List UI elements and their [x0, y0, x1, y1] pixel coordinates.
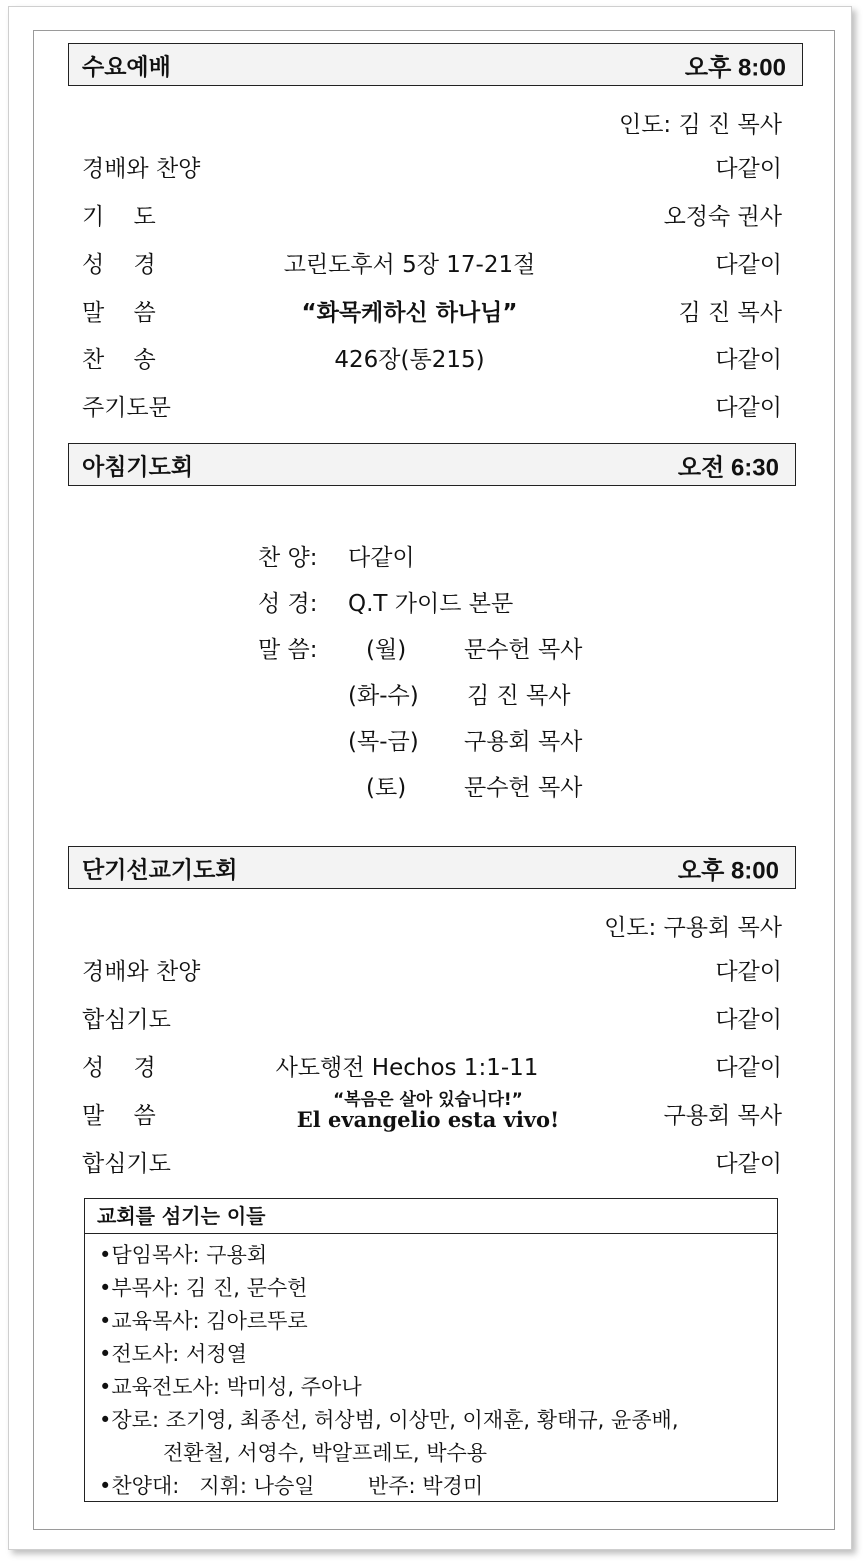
order-center: 사도행전 Hechos 1:1-11 [275, 1055, 539, 1081]
morning-text: 구용회 목사 [464, 729, 583, 755]
order-label: 합심기도 [82, 1151, 171, 1177]
order-right: 다같이 [715, 959, 782, 985]
morning-text: 문수헌 목사 [464, 775, 583, 801]
order-center: 고린도후서 5장 17-21절 [283, 252, 536, 278]
order-row [82, 198, 782, 238]
servant-line: •교육전도사: 박미성, 주아나 [99, 1375, 362, 1399]
morning-day: (월) [366, 637, 407, 663]
servant-line: •부목사: 김 진, 문수헌 [99, 1276, 308, 1300]
morning-text: 다같이 [348, 545, 415, 571]
order-row [82, 1001, 782, 1041]
order-right: 구용회 목사 [663, 1103, 782, 1129]
servant-line: •찬양대: 지휘: 나승일 반주: 박경미 [99, 1474, 484, 1498]
order-label: 경배와 찬양 [82, 959, 201, 985]
mission-prayer-title: 단기선교기도회 [82, 857, 238, 883]
mission-leader: 인도: 구용회 목사 [604, 915, 782, 941]
morning-prayer-header [68, 443, 796, 486]
servant-line: •교육목사: 김아르뚜로 [99, 1309, 308, 1333]
order-center: 426장(통215) [334, 347, 485, 373]
morning-label: 성 경: [258, 591, 318, 617]
order-right: 다같이 [715, 1055, 782, 1081]
servant-line: •담임목사: 구용회 [99, 1243, 268, 1267]
morning-text: 문수헌 목사 [464, 637, 583, 663]
order-row [82, 341, 782, 381]
morning-day: (토) [366, 775, 407, 801]
mission-prayer-time: 오후 8:00 [677, 857, 779, 884]
wednesday-service-time: 오후 8:00 [684, 54, 786, 81]
order-label: 찬 송 [82, 347, 156, 373]
morning-day: (화-수) [348, 683, 419, 709]
mission-prayer-header [68, 846, 796, 889]
order-right: 다같이 [715, 1007, 782, 1033]
morning-prayer-title: 아침기도회 [82, 454, 194, 480]
order-row [82, 953, 782, 993]
wednesday-service-header [68, 43, 803, 86]
morning-label: 찬 양: [258, 545, 318, 571]
order-row [82, 150, 782, 190]
order-right: 다같이 [715, 395, 782, 421]
morning-label: 말 씀: [258, 637, 318, 663]
morning-prayer-time: 오전 6:30 [677, 454, 779, 481]
morning-day: (목-금) [348, 729, 419, 755]
servant-line: •전도사: 서정열 [99, 1342, 247, 1366]
order-right: 다같이 [715, 156, 782, 182]
order-right: 다같이 [715, 1151, 782, 1177]
wednesday-leader: 인도: 김 진 목사 [619, 112, 782, 138]
wednesday-service-title: 수요예배 [82, 54, 171, 80]
order-right: 오정숙 권사 [663, 204, 782, 230]
order-row [82, 294, 782, 334]
order-center: “화목케하신 하나님” [301, 300, 518, 326]
sermon-title-korean: “복음은 살아 있습니다!” [333, 1090, 523, 1110]
order-right: 다같이 [715, 347, 782, 373]
order-row [82, 1049, 782, 1089]
church-servants-box [84, 1198, 778, 1502]
church-servants-title: 교회를 섬기는 이들 [85, 1199, 777, 1234]
servant-line: •장로: 조기영, 최종선, 허상범, 이상만, 이재훈, 황태규, 윤종배, [99, 1408, 679, 1432]
order-right: 다같이 [715, 252, 782, 278]
order-label: 합심기도 [82, 1007, 171, 1033]
order-label: 기 도 [82, 204, 156, 230]
order-label: 말 씀 [82, 300, 156, 326]
order-label: 주기도문 [82, 395, 171, 421]
order-label: 경배와 찬양 [82, 156, 201, 182]
order-label: 성 경 [82, 252, 156, 278]
morning-text: Q.T 가이드 본문 [348, 591, 514, 617]
order-label: 성 경 [82, 1055, 156, 1081]
order-label: 말 씀 [82, 1103, 156, 1129]
order-right: 김 진 목사 [678, 300, 782, 326]
servant-line: 전환철, 서영수, 박알프레도, 박수용 [163, 1441, 488, 1465]
order-row [82, 246, 782, 286]
morning-text: 김 진 목사 [467, 683, 571, 709]
sermon-title-spanish: El evangelio esta vivo! [296, 1107, 560, 1132]
order-row [82, 389, 782, 429]
order-row [82, 1145, 782, 1185]
